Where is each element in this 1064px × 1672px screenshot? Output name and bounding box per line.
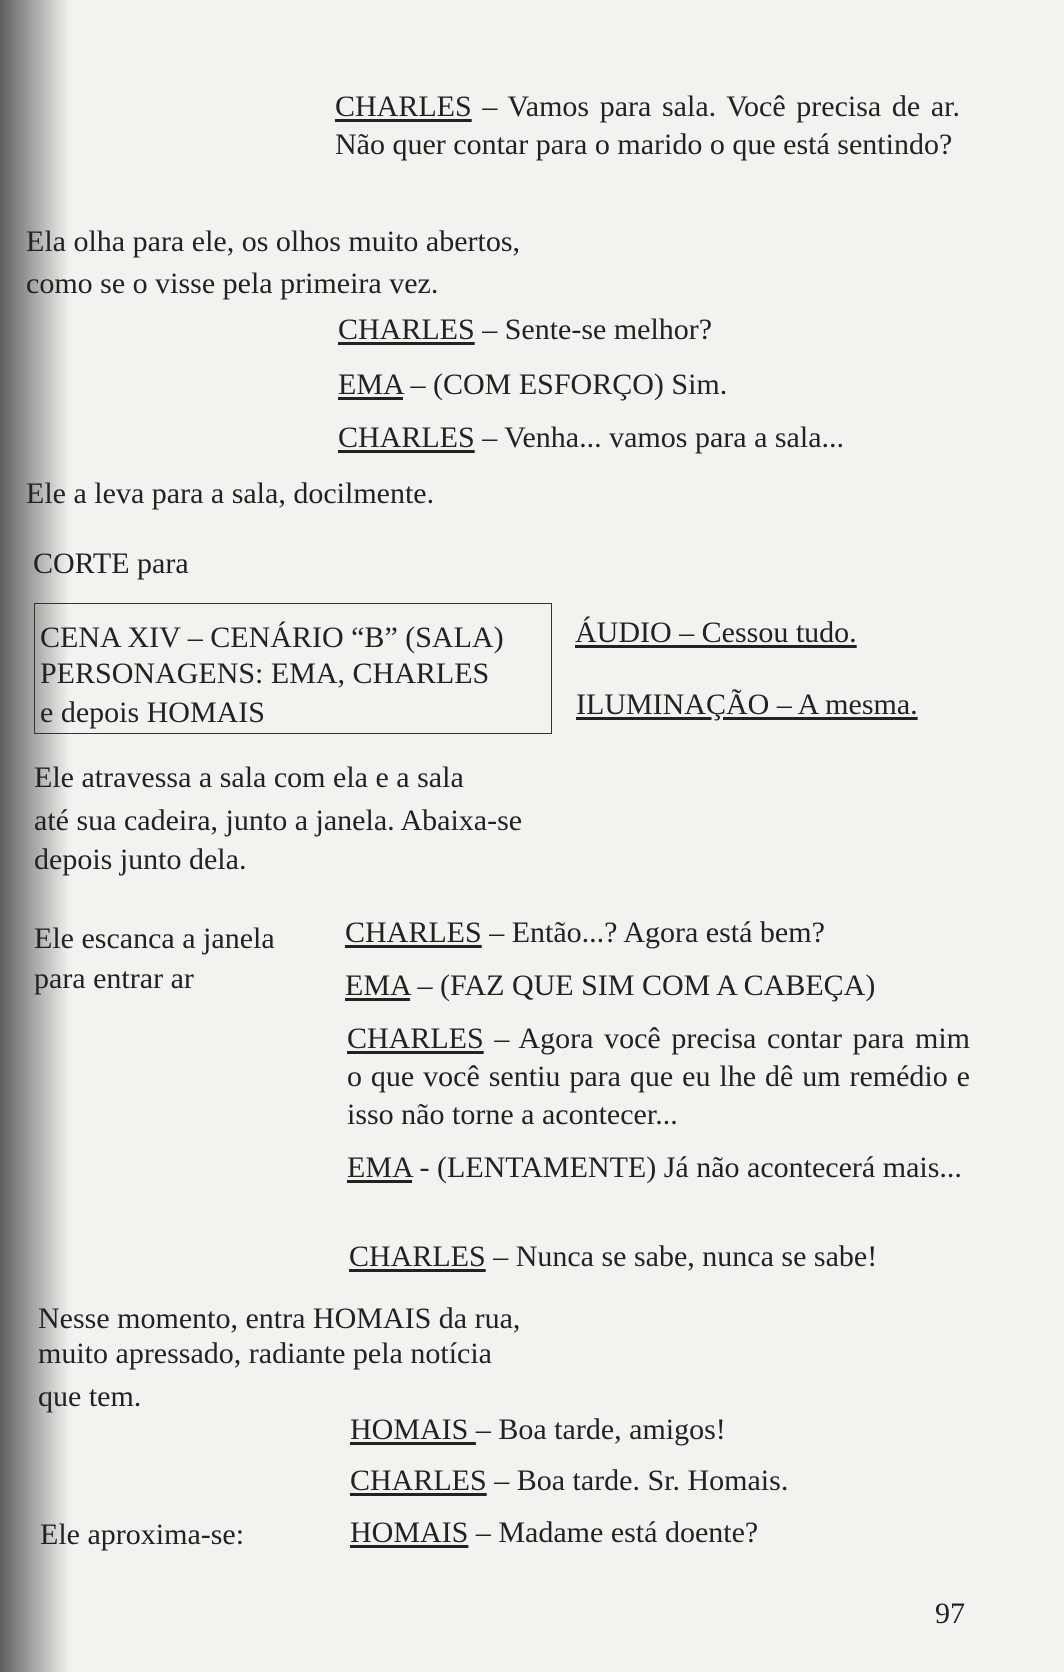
speaker-name: EMA xyxy=(347,1151,413,1184)
dialogue-homais-2 xyxy=(350,1514,758,1552)
stage-direction: Ela olha para ele, os olhos muito abertos, xyxy=(26,225,521,258)
dialogue-text: – Boa tarde. Sr. Homais. xyxy=(486,1464,789,1497)
speaker-name: HOMAIS xyxy=(350,1413,476,1446)
dialogue-ema-1 xyxy=(338,366,727,404)
speaker-name: CHARLES xyxy=(338,313,475,346)
dialogue-charles-4 xyxy=(345,914,825,952)
speaker-name: CHARLES xyxy=(335,90,472,123)
dialogue-charles-7 xyxy=(350,1462,788,1500)
stage-direction: Ele aproxima-se: xyxy=(40,1518,245,1551)
dialogue-ema-2 xyxy=(345,967,875,1005)
dialogue-text: – Vamos para sala. Você precisa de ar. Não quer contar para o marido o que está sentindo? xyxy=(335,90,960,161)
dialogue-text: – Venha... vamos para a sala... xyxy=(474,421,845,454)
dialogue-text: – Nunca se sabe, nunca se sabe! xyxy=(485,1240,878,1273)
dialogue-text: – (FAZ QUE SIM COM A CABEÇA) xyxy=(410,969,876,1002)
stage-direction: muito apressado, radiante pela notícia xyxy=(38,1337,492,1370)
dialogue-charles-3 xyxy=(338,419,844,457)
speaker-name: EMA xyxy=(338,368,404,401)
dialogue-text: – Madame está doente? xyxy=(468,1516,759,1549)
scene-characters-cont: e depois HOMAIS xyxy=(40,696,265,729)
cut-to: CORTE para xyxy=(33,547,189,580)
stage-direction: depois junto dela. xyxy=(34,843,247,876)
stage-direction: como se o visse pela primeira vez. xyxy=(26,267,439,300)
scene-characters: PERSONAGENS: EMA, CHARLES xyxy=(40,657,490,690)
speaker-name: EMA xyxy=(345,969,411,1002)
stage-direction: Ele escanca a janela xyxy=(34,922,275,955)
speaker-name: CHARLES xyxy=(345,916,482,949)
stage-direction: Ele atravessa a sala com ela e a sala xyxy=(34,761,464,794)
stage-direction: Nesse momento, entra HOMAIS da rua, xyxy=(38,1302,521,1335)
dialogue-text: - (LENTAMENTE) Já não acontecerá mais... xyxy=(412,1151,962,1184)
stage-direction: para entrar ar xyxy=(34,962,194,995)
speaker-name: CHARLES xyxy=(350,1464,487,1497)
speaker-name: HOMAIS xyxy=(350,1516,469,1549)
dialogue-ema-3 xyxy=(347,1149,970,1187)
dialogue-text: – Agora você precisa contar para mim o que você sentiu para que eu lhe dê um remédio e isso não torne a acontecer... xyxy=(347,1022,970,1131)
dialogue-homais-1 xyxy=(350,1411,726,1449)
dialogue-charles-1 xyxy=(335,88,960,164)
page-number: 97 xyxy=(935,1597,965,1630)
dialogue-text: – Então...? Agora está bem? xyxy=(481,916,825,949)
dialogue-charles-2 xyxy=(338,311,712,349)
lighting-note: ILUMINAÇÃO – A mesma. xyxy=(576,688,918,721)
dialogue-text: – Sente-se melhor? xyxy=(474,313,713,346)
speaker-name: CHARLES xyxy=(338,421,475,454)
dialogue-charles-6 xyxy=(349,1238,877,1276)
scene-title: CENA XIV – CENÁRIO “B” (SALA) xyxy=(40,621,504,654)
dialogue-text: – Boa tarde, amigos! xyxy=(475,1413,726,1446)
stage-direction: que tem. xyxy=(38,1380,142,1413)
speaker-name: CHARLES xyxy=(349,1240,486,1273)
stage-direction: até sua cadeira, junto a janela. Abaixa-se xyxy=(34,804,523,837)
stage-direction: Ele a leva para a sala, docilmente. xyxy=(26,477,435,510)
audio-note: ÁUDIO – Cessou tudo. xyxy=(575,616,857,649)
dialogue-text: – (COM ESFORÇO) Sim. xyxy=(403,368,728,401)
speaker-name: CHARLES xyxy=(347,1022,484,1055)
dialogue-charles-5 xyxy=(347,1020,970,1134)
